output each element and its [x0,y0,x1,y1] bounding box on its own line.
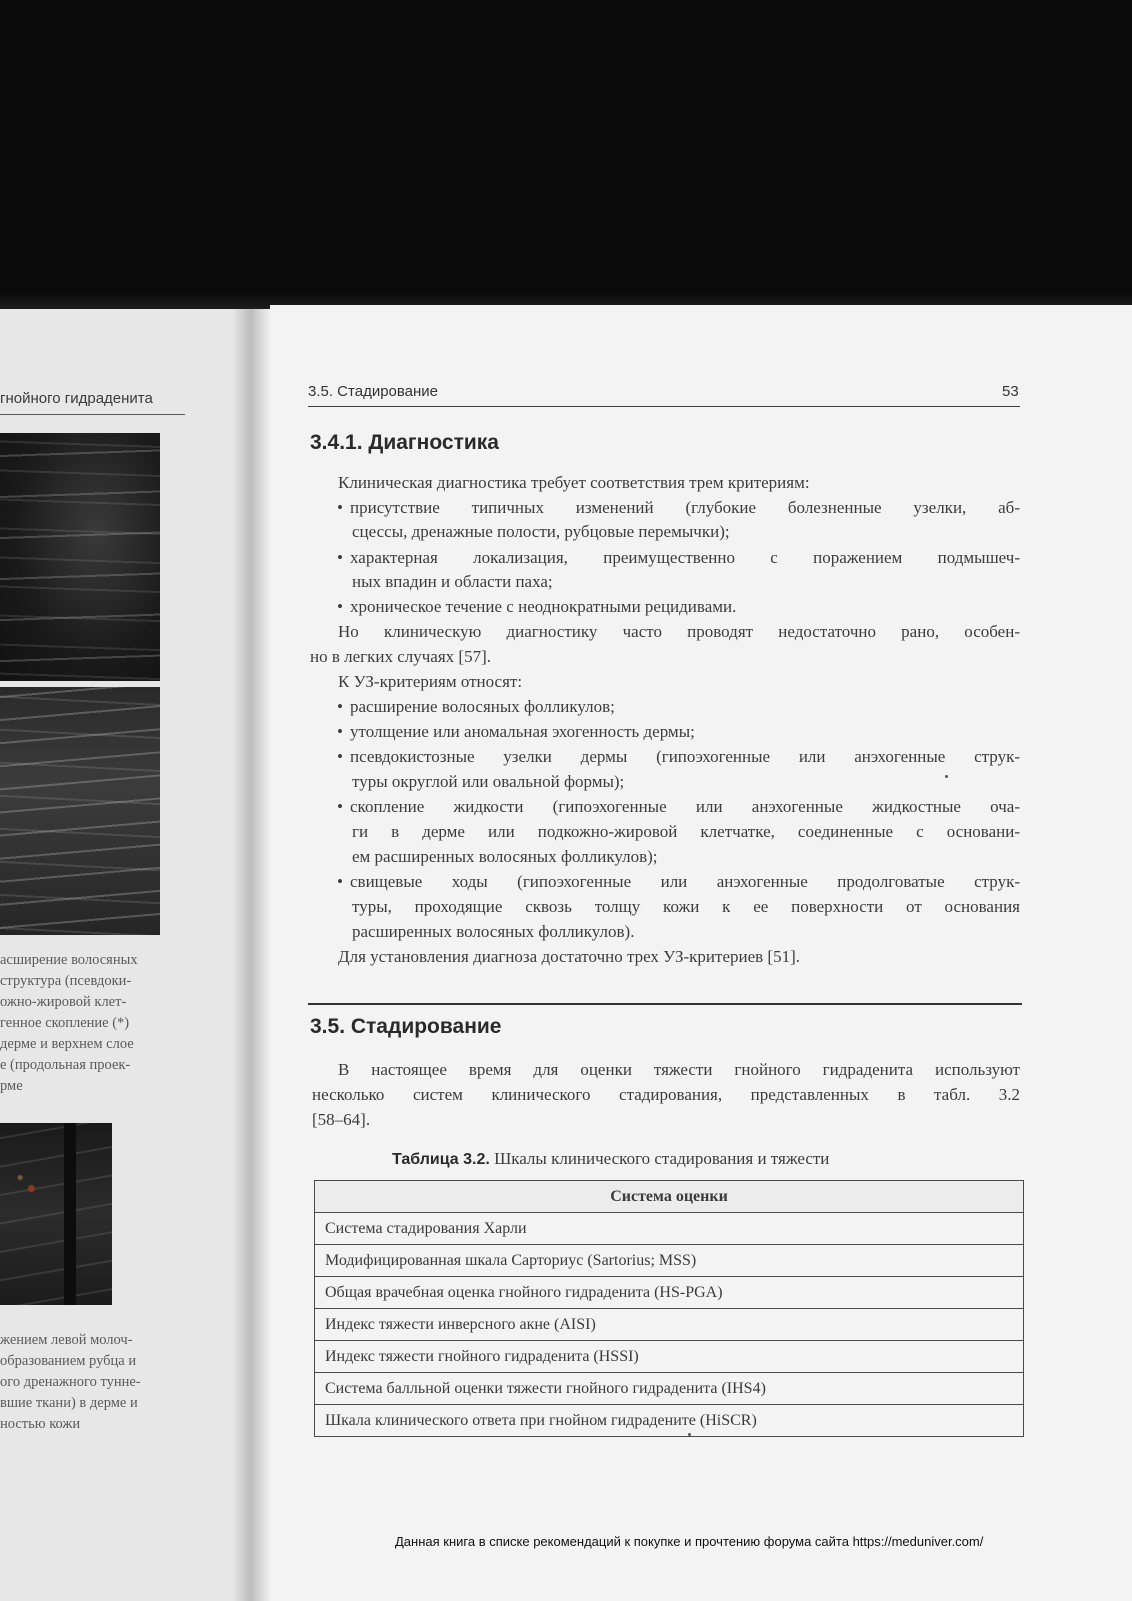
table-cell: Модифицированная шкала Сарториус (Sartorius; MSS) [315,1245,1024,1277]
table-row [315,1277,1024,1309]
table-row [315,1245,1024,1277]
paragraph-conclusion: Для установления диагноза достаточно трех УЗ-критериев [51]. [338,947,800,966]
caption-line: структура (псевдоки- [0,973,132,989]
ultrasound-image-1 [0,433,160,681]
list-item-continuation: ем расширенных волосяных фолликулов); [352,847,658,866]
paragraph-line: несколько систем клинического стадирования, представленных в табл. 3.2 [312,1085,1020,1104]
scan-speck [945,775,948,778]
paragraph-line: [58–64]. [312,1110,371,1129]
footer-note: Данная книга в списке рекомендаций к покупке и прочтению форума сайта https://meduniver.com/ [395,1534,984,1549]
paragraph-intro: Клиническая диагностика требует соответствия трем критериям: [338,473,810,492]
list-item-continuation: расширенных волосяных фолликулов). [352,922,635,941]
running-title: 3.5. Стадирование [308,383,439,400]
bullet-icon: • [337,722,343,741]
table-row [315,1341,1024,1373]
table-cell: Шкала клинического ответа при гнойном гидрадените (HiSCR) [315,1405,1024,1437]
bullet-icon: • [337,872,343,891]
list-item: характерная локализация, преимущественно с поражением подмышеч- [350,548,1020,567]
list-item: присутствие типичных изменений (глубокие болезненные узелки, аб- [350,498,1020,517]
list-item-continuation: ги в дерме или подкожно-жировой клетчатке, соединенные с основани- [352,822,1020,841]
page-number: 53 [1002,383,1019,400]
table-header-cell: Система оценки [315,1181,1024,1213]
list-item: псевдокистозные узелки дермы (гипоэхогенные или анэхогенные струк- [350,747,1020,766]
dark-background [0,0,1132,305]
list-item-continuation: сцессы, дренажные полости, рубцовые перемычки); [352,522,730,541]
bullet-icon: • [337,697,343,716]
caption-line: асширение волосяных [0,952,138,968]
paragraph-line: Но клиническую диагностику часто проводят недостаточно рано, особен- [338,622,1020,641]
table-cell: Система балльной оценки тяжести гнойного гидраденита (IHS4) [315,1373,1024,1405]
bullet-icon: • [337,597,343,616]
section-divider [308,1003,1022,1005]
left-header-rule [0,414,185,415]
list-item-continuation: туры, проходящие сквозь толщу кожи к ее поверхности от основания [352,897,1020,916]
header-rule [308,406,1020,407]
table-caption [392,1147,829,1172]
right-page [270,305,1132,1601]
bullet-icon: • [337,747,343,766]
table-cell: Индекс тяжести инверсного акне (AISI) [315,1309,1024,1341]
paragraph-line: В настоящее время для оценки тяжести гнойного гидраденита используют [338,1060,1020,1079]
table-cell: Общая врачебная оценка гнойного гидраденита (HS-PGA) [315,1277,1024,1309]
table-row [315,1405,1024,1437]
ultrasound-image-2 [0,687,160,935]
figure-caption-2 [0,1330,200,1435]
caption-line: ожно-жировой клет- [0,994,127,1010]
caption-line: жением левой молоч- [0,1332,133,1348]
image-divider [64,1123,76,1305]
caption-line: ностью кожи [0,1416,81,1432]
list-item-continuation: туры округлой или овальной формы); [352,772,625,791]
table-row [315,1373,1024,1405]
left-page [0,305,245,1601]
paragraph-line: но в легких случаях [57]. [310,647,491,666]
bullet-icon: • [337,548,343,567]
list-item: свищевые ходы (гипоэхогенные или анэхогенные продолговатые струк- [350,872,1020,891]
list-item: расширение волосяных фолликулов; [350,697,615,716]
caption-line: генное скопление (*) [0,1015,130,1031]
caption-line: дерме и верхнем слое [0,1036,134,1052]
caption-line: образованием рубца и [0,1353,137,1369]
caption-line: ого дренажного тунне- [0,1374,141,1390]
left-running-header: гнойного гидраденита [0,390,153,407]
book-gutter [232,305,270,1601]
list-item: утолщение или аномальная эхогенность дермы; [350,722,695,741]
caption-line: рме [0,1078,23,1094]
caption-line: вшие ткани) в дерме и [0,1395,138,1411]
table-caption-text: Шкалы клинического стадирования и тяжести [494,1149,830,1168]
table-header-row [315,1181,1024,1213]
table-cell: Индекс тяжести гнойного гидраденита (HSSI) [315,1341,1024,1373]
section-heading-staging: 3.5. Стадирование [310,1015,502,1038]
table-row [315,1309,1024,1341]
list-item: скопление жидкости (гипоэхогенные или анэхогенные жидкостные оча- [350,797,1020,816]
bullet-icon: • [337,797,343,816]
ultrasound-image-3 [0,1123,112,1305]
figure-caption-1 [0,950,200,1097]
scan-speck [688,1433,691,1436]
list-item-continuation: ных впадин и области паха; [352,572,553,591]
table-row [315,1213,1024,1245]
table-cell: Система стадирования Харли [315,1213,1024,1245]
caption-line: е (продольная проек- [0,1057,131,1073]
list-item: хроническое течение с неоднократными рецидивами. [350,597,737,616]
bullet-icon: • [337,498,343,517]
table-caption-label: Таблица 3.2. [392,1151,490,1168]
paragraph-us-intro: К УЗ-критериям относят: [338,672,523,691]
staging-table [314,1180,1024,1437]
section-heading-diagnostics: 3.4.1. Диагностика [310,431,499,454]
